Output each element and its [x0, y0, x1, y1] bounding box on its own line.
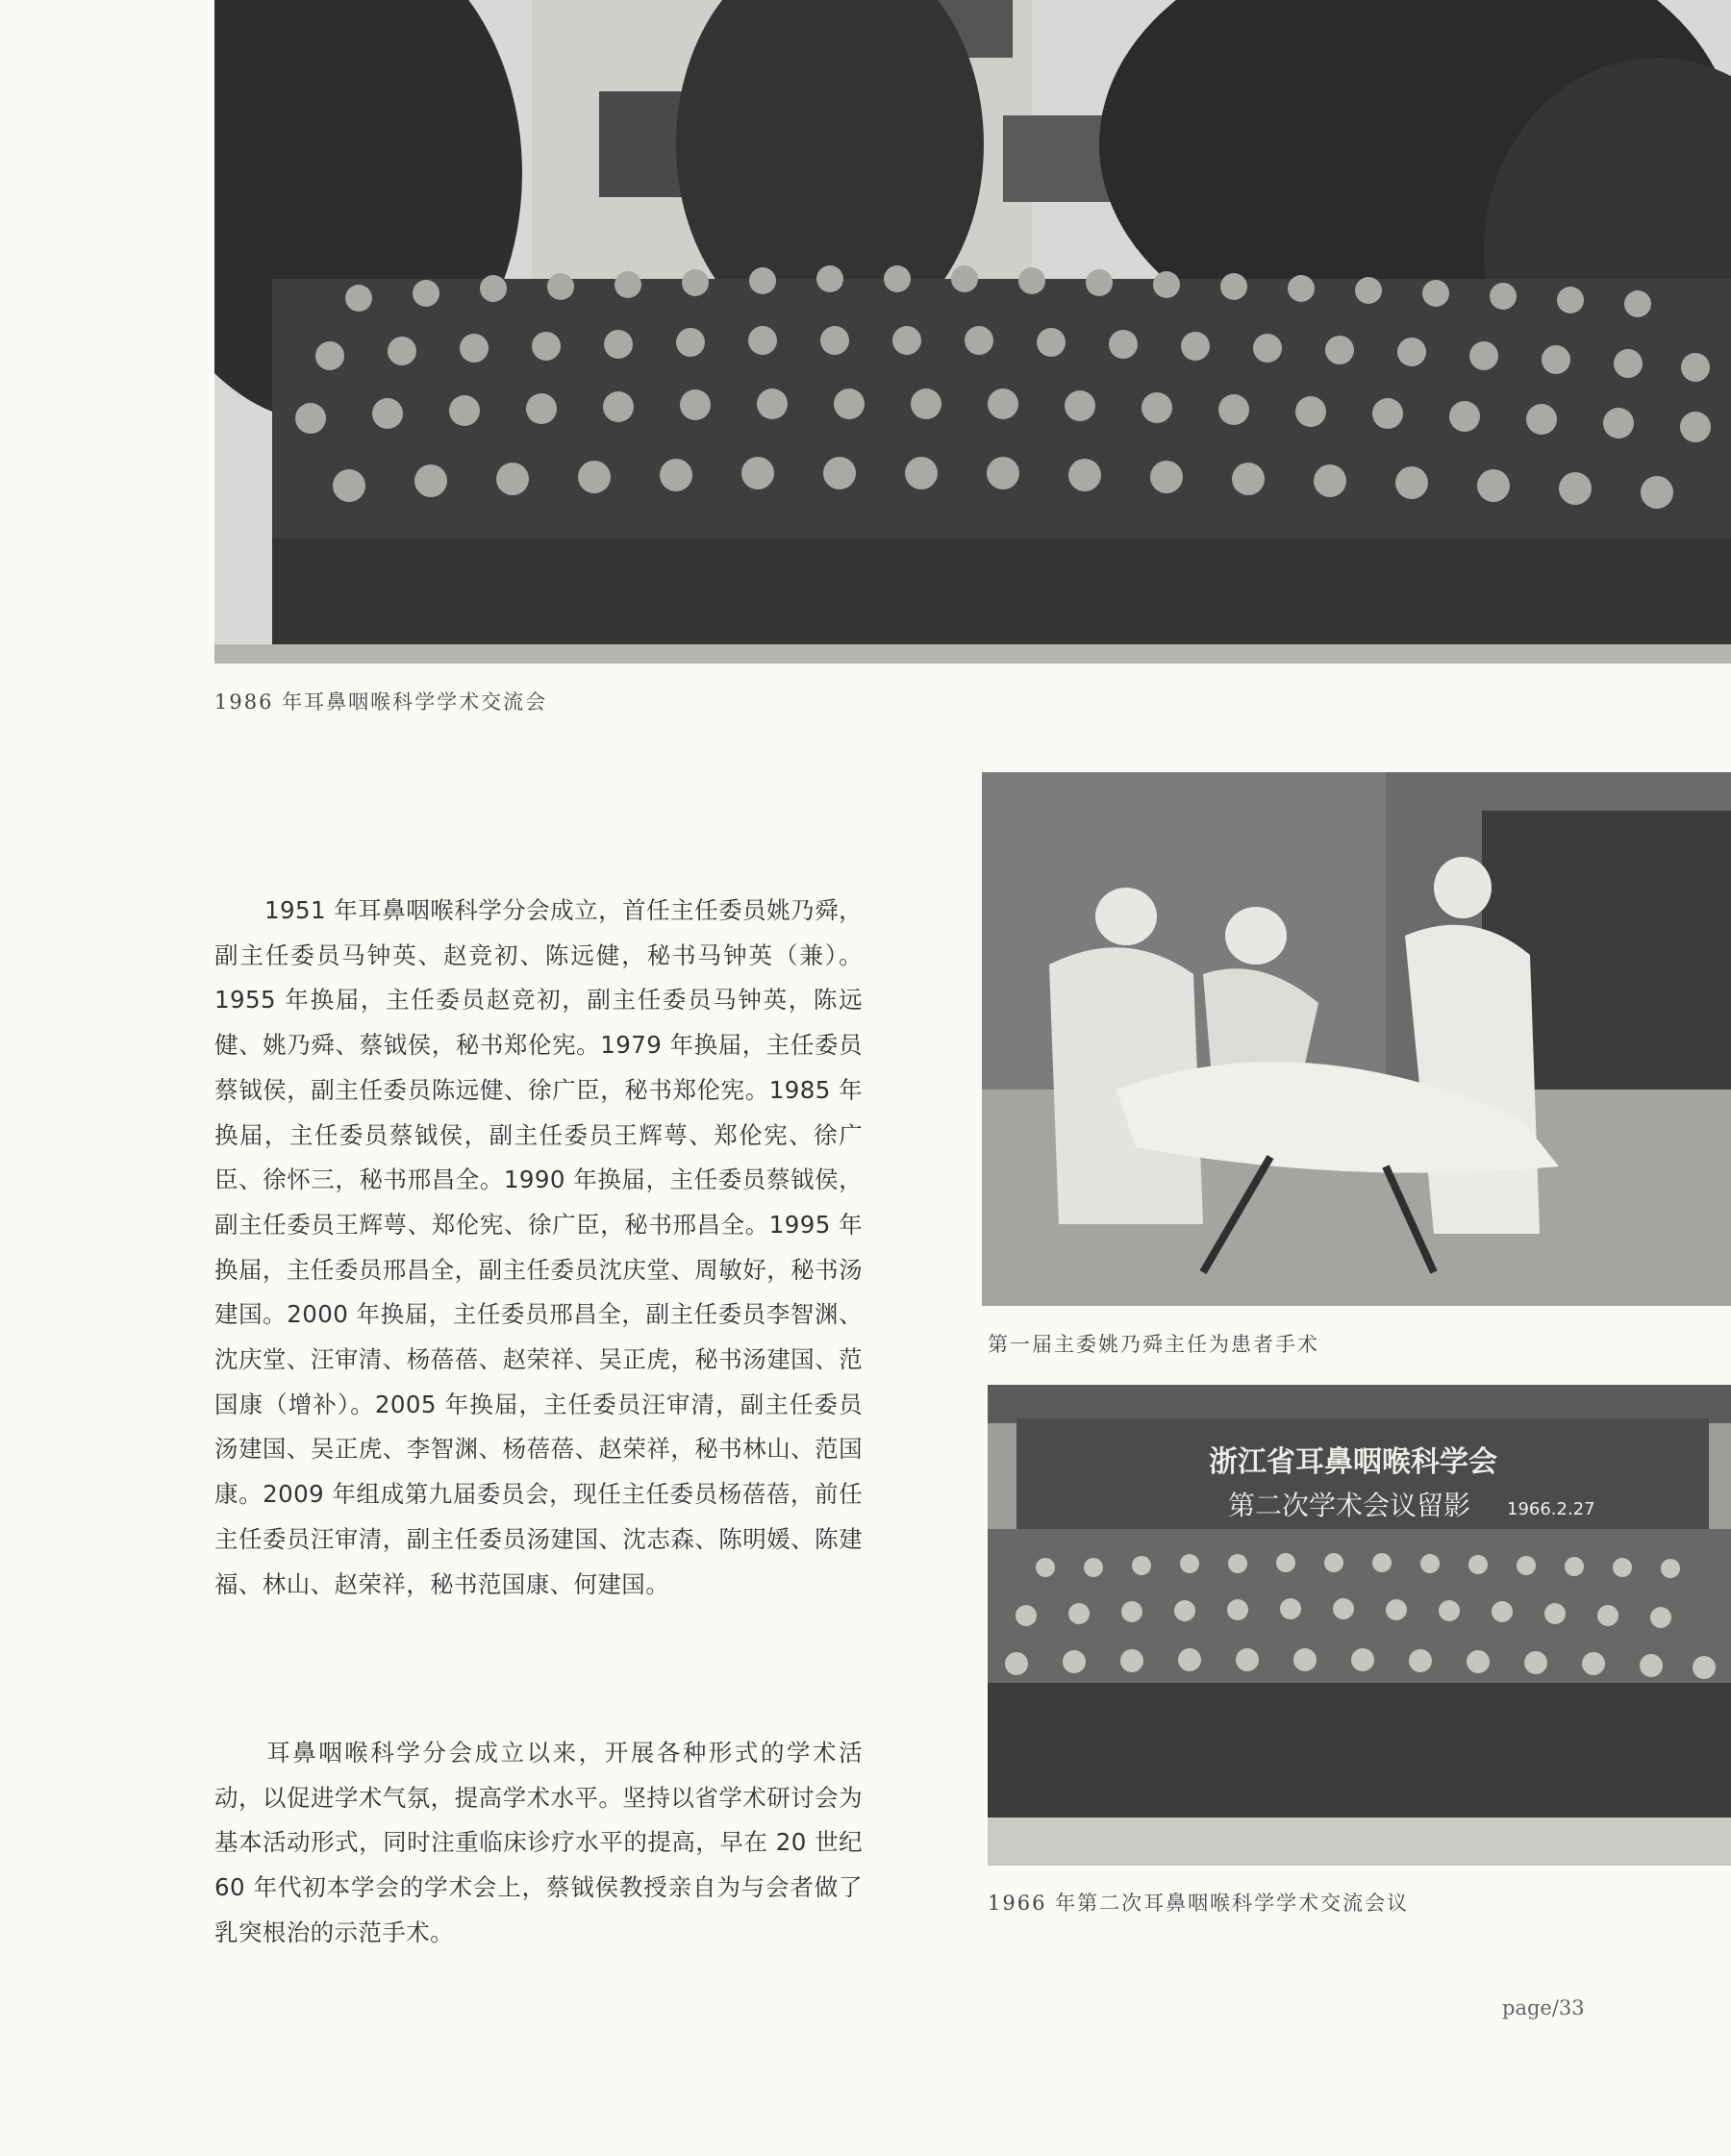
group-photo-1966	[988, 1385, 1731, 1866]
photo-caption-surgery: 第一届主委姚乃舜主任为患者手术	[988, 1333, 1319, 1356]
photo-caption-1986: 1986 年耳鼻咽喉科学学术交流会	[214, 690, 548, 714]
surgery-photo-image	[982, 772, 1731, 1306]
banner-1966-line2: 第二次学术会议留影	[1228, 1490, 1471, 1521]
body-paragraph-1	[214, 889, 863, 1607]
group-photo-1986	[214, 0, 1731, 664]
body-paragraph-1-text: 1951 年耳鼻咽喉科学分会成立，首任主任委员姚乃舜，副主任委员马钟英、赵竞初、陈远健，秘书马钟英（兼）。1955 年换届，主任委员赵竞初，副主任委员马钟英，陈远健、姚乃舜、蔡钺侯，秘书郑伦宪。1979 年换届，主任委员蔡钺侯，副主任委员陈远健、徐广臣，秘书郑伦宪。1985 年换届，主任委员蔡钺侯，副主任委员王辉萼、郑伦宪、徐广臣、徐怀三，秘书邢昌全。1990 年换届，主任委员蔡钺侯，副主任委员王辉萼、郑伦宪、徐广臣，秘书邢昌全。1995 年换届，主任委员邢昌全，副主任委员沈庆堂、周敏好，秘书汤建国。2000 年换届，主任委员邢昌全，副主任委员李智渊、沈庆堂、汪审清、杨蓓蓓、赵荣祥、吴正虎，秘书汤建国、范国康（增补）。2005 年换届，主任委员汪审清，副主任委员汤建国、吴正虎、李智渊、杨蓓蓓、赵荣祥，秘书林山、范国康。2009 年组成第九届委员会，现任主任委员杨蓓蓓，前任主任委员汪审清，副主任委员汤建国、沈志森、陈明媛、陈建福、林山、赵荣祥，秘书范国康、何建国。	[214, 896, 863, 1598]
body-paragraph-2-text: 耳鼻咽喉科学分会成立以来，开展各种形式的学术活动，以促进学术气氛，提高学术水平。坚持以省学术研讨会为基本活动形式，同时注重临床诊疗水平的提高，早在 20 世纪 60 年代初本学会的学术会上，蔡钺侯教授亲自为与会者做了乳突根治的示范手术。	[214, 1739, 863, 1946]
photo-caption-1966: 1966 年第二次耳鼻咽喉科学学术交流会议	[988, 1892, 1410, 1915]
page-number: page/33	[1502, 1996, 1585, 2019]
banner-1966-date: 1966.2.27	[1507, 1499, 1595, 1519]
surgery-photo	[982, 772, 1731, 1306]
banner-1966-line1: 浙江省耳鼻咽喉科学会	[1209, 1445, 1497, 1479]
group-photo-1986-image	[214, 0, 1731, 664]
group-photo-1966-image	[988, 1385, 1731, 1866]
body-paragraph-2	[214, 1731, 863, 1956]
